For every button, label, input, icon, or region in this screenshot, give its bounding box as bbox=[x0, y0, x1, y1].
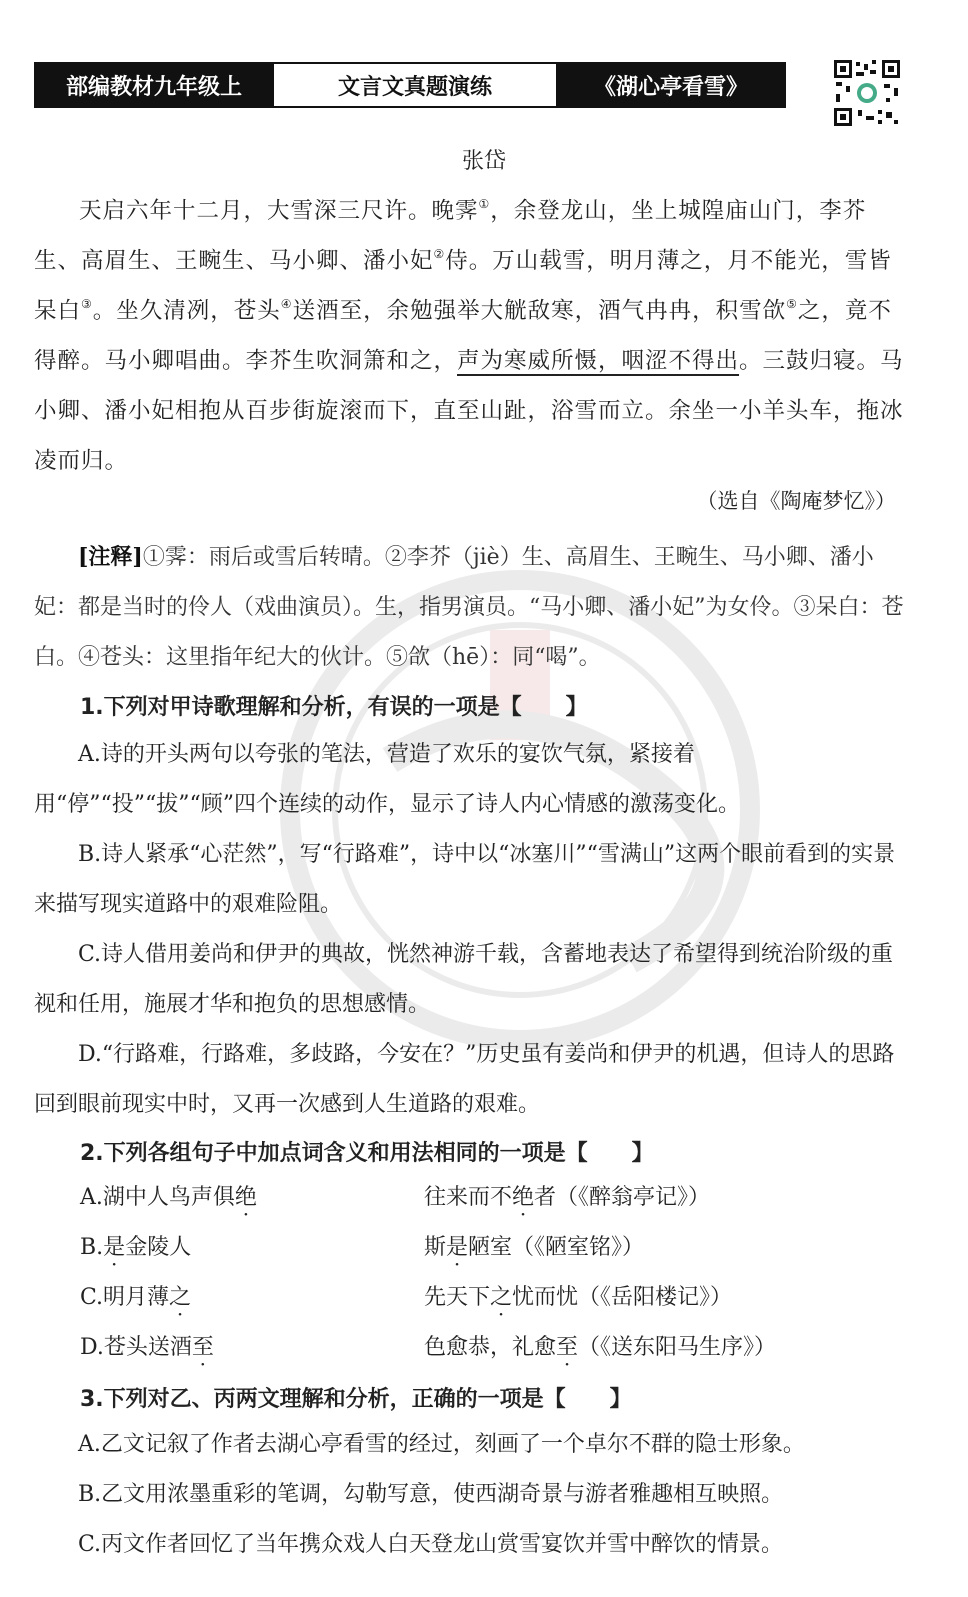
passage-seg: 送酒至，余勉强举大觥敌寒，酒气冉冉，积雪欱 bbox=[292, 298, 787, 324]
note-ref: ③ bbox=[81, 297, 93, 311]
header-grade: 部编教材九年级上 bbox=[36, 64, 272, 106]
dotted-word: 之 bbox=[169, 1285, 192, 1310]
header-lesson: 《湖心亭看雪》 bbox=[558, 64, 784, 106]
header-section: 文言文真题演练 bbox=[272, 64, 558, 106]
passage-seg: 侍。万山载雪，明月薄之，月不能光，雪皆呆白 bbox=[34, 248, 892, 324]
dotted-word: 至 bbox=[191, 1335, 214, 1360]
note-ref: ④ bbox=[280, 297, 293, 311]
q3-option-c: C.丙文作者回忆了当年携众戏人白天登龙山赏雪宴饮并雪中醉饮的情景。 bbox=[78, 1532, 784, 1557]
dotted-word: 是 bbox=[103, 1235, 126, 1260]
q2-option-c-left: C.明月薄之 bbox=[80, 1285, 192, 1310]
passage-seg: 。坐久清冽，苍头 bbox=[92, 298, 281, 324]
q2-option-b-right: 斯是陋室（《陋室铭》） bbox=[424, 1235, 645, 1260]
q1-option-d: D.“行路难，行路难，多歧路，今安在？”历史虽有姜尚和伊尹的机遇，但诗人的思路回到眼前现实中时，又再一次感到人生道路的艰难。 bbox=[34, 1042, 895, 1117]
dotted-word: 之 bbox=[490, 1285, 513, 1310]
passage-seg: ，余登龙山，坐上城隍庙山门，李芥生、高眉生、王畹生、马小卿、潘小妃 bbox=[34, 198, 867, 274]
underlined-sentence: 声为寒威所慑，咽涩不得出 bbox=[457, 348, 740, 374]
dotted-word: 至 bbox=[556, 1335, 579, 1360]
passage-seg: 之，竟不得醉。马小卿唱曲。李芥生吹洞箫和之， bbox=[34, 298, 892, 374]
note-ref: ① bbox=[478, 197, 491, 211]
question-3-title: 3.下列对乙、丙两文理解和分析，正确的一项是【 】 bbox=[80, 1387, 632, 1412]
question-2-title: 2.下列各组句子中加点词含义和用法相同的一项是【 】 bbox=[80, 1141, 654, 1166]
passage-seg: 天启六年十二月，大雪深三尺许。晚霁 bbox=[79, 198, 479, 224]
q2-option-d-right: 色愈恭，礼愈至（《送东阳马生序》） bbox=[424, 1335, 777, 1360]
note-ref: ⑤ bbox=[786, 297, 798, 311]
passage-text bbox=[34, 186, 906, 486]
q2-option-b-left: B.是金陵人 bbox=[80, 1235, 192, 1260]
dotted-word: 是 bbox=[446, 1235, 469, 1260]
q1-option-c: C.诗人借用姜尚和伊尹的典故，恍然神游千载，含蓄地表达了希望得到统治阶级的重视和任用，施展才华和抱负的思想感情。 bbox=[34, 942, 894, 1017]
qr-code-icon bbox=[832, 58, 902, 128]
passage-seg: 。三鼓归寝。马小卿、潘小妃相抱从百步街旋滚而下，直至山趾，浴雪而立。余坐一小羊头车，拖冰凌而归。 bbox=[34, 348, 904, 474]
q2-option-a-left: A.湖中人鸟声俱绝 bbox=[80, 1185, 257, 1210]
question-1-title: 1.下列对甲诗歌理解和分析，有误的一项是【 】 bbox=[80, 695, 588, 720]
header-bar bbox=[34, 62, 786, 108]
notes-text: ①霁：雨后或雪后转晴。②李芥（jiè）生、高眉生、王畹生、马小卿、潘小妃：都是当时的伶人（戏曲演员）。生，指男演员。“马小卿、潘小妃”为女伶。③呆白：苍白。④苍头：这里指年纪大的伙计。⑤欱（hē）：同“喝”。 bbox=[34, 545, 904, 670]
source-citation: （选自《陶庵梦忆》） bbox=[696, 489, 896, 513]
dotted-word: 绝 bbox=[512, 1185, 535, 1210]
q2-option-d-left: D.苍头送酒至 bbox=[80, 1335, 214, 1360]
q2-option-c-right: 先天下之忧而忧（《岳阳楼记》） bbox=[424, 1285, 733, 1310]
q3-option-a: A.乙文记叙了作者去湖心亭看雪的经过，刻画了一个卓尔不群的隐士形象。 bbox=[78, 1432, 805, 1457]
q1-option-b: B.诗人紧承“心茫然”，写“行路难”，诗中以“冰塞川”“雪满山”这两个眼前看到的实景来描写现实道路中的艰难险阻。 bbox=[34, 842, 896, 917]
dotted-word: 绝 bbox=[234, 1185, 257, 1210]
note-ref: ② bbox=[433, 247, 446, 261]
q1-option-a: A.诗的开头两句以夸张的笔法，营造了欢乐的宴饮气氛，紧接着用“停”“投”“拔”“顾”四个连续的动作，显示了诗人内心情感的激荡变化。 bbox=[34, 742, 740, 817]
annotation-notes bbox=[34, 532, 906, 683]
q3-option-b: B.乙文用浓墨重彩的笔调，勾勒写意，使西湖奇景与游者雅趣相互映照。 bbox=[78, 1482, 784, 1507]
q2-option-a-right: 往来而不绝者（《醉翁亭记》） bbox=[424, 1185, 711, 1210]
notes-label: [注释] bbox=[78, 544, 143, 570]
author-name: 张岱 bbox=[461, 149, 506, 174]
